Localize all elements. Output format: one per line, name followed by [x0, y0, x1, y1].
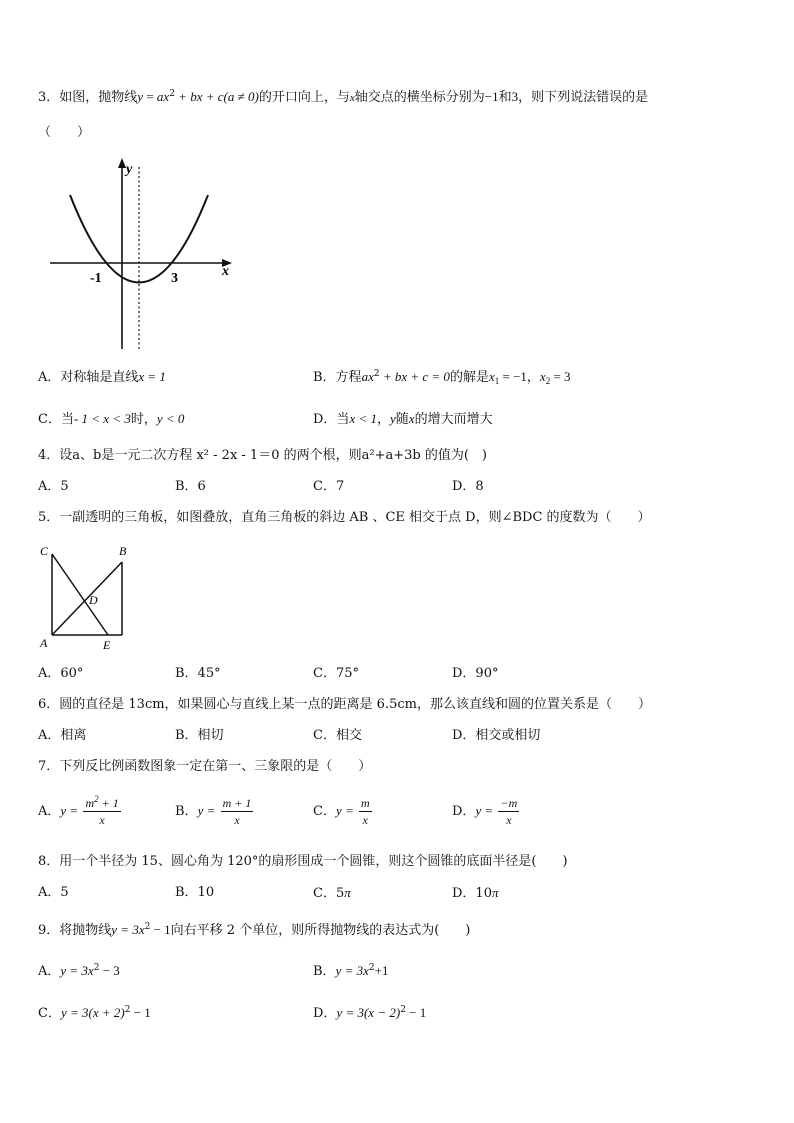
q7-b-num: m + 1	[222, 796, 252, 810]
q7-b-y: y =	[197, 803, 219, 818]
q9-c-math: y = 3(x + 2)	[60, 1005, 125, 1020]
q3-b-math: ax	[361, 369, 374, 384]
q3-mid: 的开口向上，与	[258, 90, 350, 105]
q9-d-exp: 2	[400, 1005, 406, 1015]
q3-b-sep: ，	[526, 370, 540, 385]
q3-d-sep: ，	[376, 412, 390, 427]
q3-c-math: - 1 < x < 3	[73, 411, 131, 426]
q9-option-a	[38, 962, 120, 981]
q3-ylabel: y	[126, 162, 133, 177]
q7-d-y: y =	[475, 803, 497, 818]
q5-option-b: B．45°	[175, 666, 221, 681]
q3-paren: （ ）	[38, 125, 91, 140]
q4-option-a: A．5	[38, 479, 69, 494]
q5-label-d: D	[89, 593, 98, 607]
q5-option-a: A．60°	[38, 666, 84, 681]
q3-option-d	[313, 410, 493, 429]
q9-c-label: C．	[38, 1006, 61, 1021]
q9-d-label: D．	[313, 1006, 337, 1021]
q7-option-d	[452, 795, 521, 828]
q9-stem-exp: 2	[144, 922, 151, 932]
q9-b-rest: +1	[374, 963, 389, 978]
q5-triangle-figure	[36, 542, 136, 654]
q4-option-d: D．8	[452, 479, 484, 494]
q7-a-y: y =	[60, 803, 82, 818]
q7-a-num: m	[85, 796, 95, 810]
q7-c-den: x	[362, 813, 368, 827]
q3-eq-cond: (a ≠ 0)	[223, 89, 259, 104]
q6-option-c: C．相交	[313, 728, 362, 743]
q7-a-den: x	[99, 813, 105, 827]
q6-option-b: B．相切	[175, 728, 224, 743]
q4-stem: 4．设a、b是一元二次方程 x² - 2x - 1＝0 的两个根，则a²+a+3b 的值为( )	[38, 448, 487, 463]
q7-stem: 7．下列反比例函数图象一定在第一、三象限的是（ ）	[38, 759, 372, 774]
q9-a-math: y = 3x	[60, 963, 94, 978]
q3-b-x2: x	[539, 369, 546, 384]
q9-stem	[38, 921, 470, 940]
q9-option-d	[313, 1004, 426, 1023]
q7-d-num: −m	[500, 796, 518, 810]
q3-eq-rest: + bx + c	[174, 89, 224, 104]
q3-b-exp: 2	[373, 369, 380, 379]
q9-b-math: y = 3x	[335, 963, 369, 978]
q9-c-rest: − 1	[130, 1005, 151, 1020]
q7-d-fraction	[498, 795, 519, 828]
q9-option-b	[313, 962, 388, 981]
q9-stem-post: 向右平移 2 个单位，则所得抛物线的表达式为( )	[170, 923, 471, 938]
q3-xlabel: x	[222, 264, 229, 279]
q3-b-x1: x	[488, 369, 495, 384]
q3-d-end: 的增大而增大	[414, 412, 493, 427]
q3-c-mid: 时，	[130, 412, 157, 427]
q3-d-x: x	[408, 411, 415, 426]
q9-a-exp: 2	[93, 963, 100, 973]
q3-d-mid: 随	[395, 412, 409, 427]
q3-b-x2-value: = 3	[550, 369, 571, 384]
q6-option-a: A．相离	[38, 728, 87, 743]
q8-option-a: A．5	[38, 885, 69, 900]
q7-c-fraction	[359, 795, 372, 828]
q8-d-pi: π	[491, 885, 499, 900]
q3-eq-sign: =	[143, 89, 157, 104]
q3-b-math2: + bx + c = 0	[379, 369, 450, 384]
q3-c-prefix: C．当	[38, 412, 74, 427]
q3-d-prefix: D．当	[313, 412, 350, 427]
q7-b-fraction	[221, 795, 254, 828]
q7-option-b	[175, 795, 255, 828]
q5-label-e: E	[103, 638, 111, 652]
q3-option-c	[38, 410, 184, 429]
q5-option-d: D．90°	[452, 666, 499, 681]
q3-end: ，则下列说法错误的是	[518, 90, 649, 105]
q3-eq-y: y	[137, 89, 144, 104]
q7-a-label: A．	[38, 804, 61, 819]
q5-label-b: B	[119, 544, 127, 558]
q7-a-fraction	[83, 795, 120, 828]
q8-stem: 8．用一个半径为 15、圆心角为 120°的扇形围成一个圆锥，则这个圆锥的底面半径是( )	[38, 854, 568, 869]
q8-option-d	[452, 884, 498, 903]
q7-option-a	[38, 795, 123, 828]
q3-a-math: x = 1	[138, 369, 166, 384]
q5-label-a: A	[40, 636, 48, 650]
q9-stem-pre: 9．将抛物线	[38, 923, 112, 938]
q3-parabola-graph	[50, 155, 245, 353]
q3-lead: 3．如图，抛物线	[38, 90, 138, 105]
q3-y-arrow	[118, 158, 126, 168]
q3-tail: 轴交点的横坐标分别为	[354, 90, 485, 105]
q5-stem: 5．一副透明的三角板，如图叠放，直角三角板的斜边 AB 、CE 相交于点 D，则∠BDC 的度数为（ ）	[38, 510, 651, 525]
q4-option-c: C．7	[313, 479, 345, 494]
q7-c-label: C．	[313, 804, 336, 819]
q3-c-math2: y < 0	[156, 411, 185, 426]
q7-c-num: m	[361, 796, 370, 810]
q8-c-pi: π	[344, 885, 351, 900]
q3-right-root: 3	[171, 271, 178, 286]
q3-values: −1和3	[484, 89, 519, 104]
q8-option-b: B．10	[175, 885, 215, 900]
q3-a-prefix: A．对称轴是直线	[38, 370, 139, 385]
q6-option-d: D．相交或相切	[452, 728, 541, 743]
q9-d-rest: − 1	[405, 1005, 427, 1020]
q7-a-num-rest: + 1	[98, 796, 119, 810]
q7-c-y: y =	[335, 803, 357, 818]
q4-option-b: B．6	[175, 479, 206, 494]
q6-stem: 6．圆的直径是 13cm，如果圆心与直线上某一点的距离是 6.5cm，那么该直线和圆的位置关系是（ ）	[38, 697, 651, 712]
q5-segment-ce	[52, 554, 108, 635]
q9-b-exp: 2	[368, 963, 375, 973]
q9-stem-math-rest: − 1	[150, 922, 171, 937]
q9-option-c	[38, 1004, 151, 1023]
q5-option-c: C．75°	[313, 666, 359, 681]
q7-a-num-exp: 2	[94, 794, 99, 804]
q3-b-prefix: B．方程	[313, 370, 362, 385]
q3-b-x1-value: = −1	[499, 369, 527, 384]
q9-d-math: y = 3(x − 2)	[336, 1005, 401, 1020]
q3-option-b: B．方程$ax^2$ + bx + c = 0的解是$x_1 = -1$，$x_2 = 3$	[313, 369, 571, 386]
q7-b-label: B．	[175, 804, 198, 819]
q3-d-math: x < 1	[349, 411, 377, 426]
q3-xvar: x	[349, 92, 355, 104]
q9-a-label: A．	[38, 964, 61, 979]
q9-stem-math: y = 3x	[111, 922, 145, 937]
q3-eq-a: ax	[156, 89, 170, 104]
q3-left-root: -1	[90, 271, 102, 286]
q5-label-c: C	[40, 544, 49, 558]
q9-b-label: B．	[313, 964, 336, 979]
q3-option-a	[38, 368, 166, 387]
q8-option-c	[313, 884, 351, 903]
q7-d-den: x	[506, 813, 512, 827]
q3-b-suffix: 的解是	[449, 370, 489, 385]
q8-c-text: C．5	[313, 886, 345, 901]
q7-option-c	[313, 795, 374, 828]
q8-d-text: D．10	[452, 886, 492, 901]
q5-segment-ab	[52, 562, 122, 635]
q3-eq-exp: 2	[169, 89, 175, 99]
q7-d-label: D．	[452, 804, 476, 819]
q3-d-y: y	[390, 411, 396, 426]
q7-b-den: x	[234, 813, 240, 827]
q9-a-rest: − 3	[99, 963, 120, 978]
q3-stem	[38, 88, 648, 107]
q9-c-exp: 2	[124, 1005, 131, 1015]
